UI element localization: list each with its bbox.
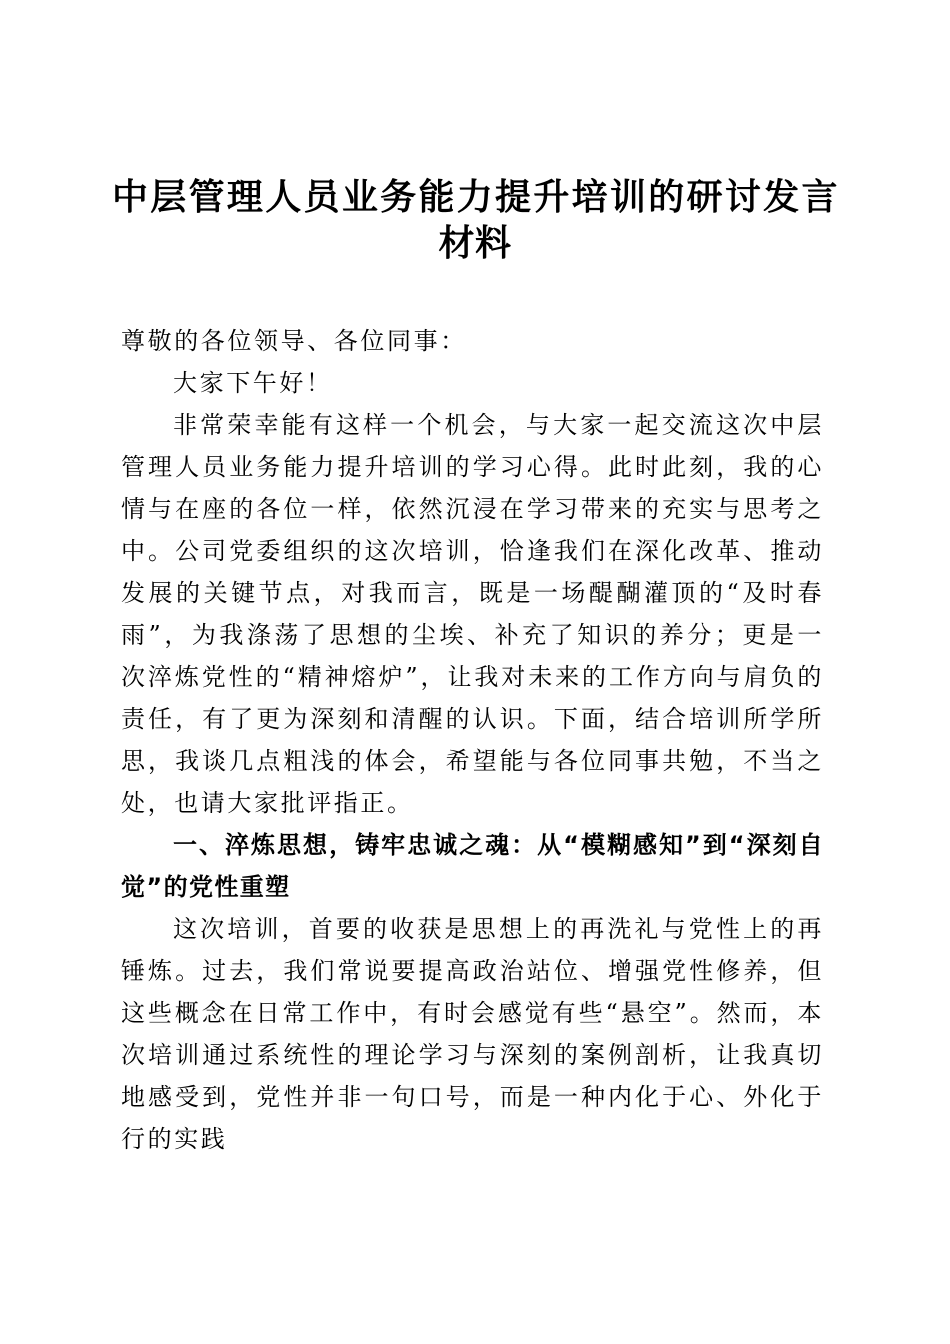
document-title: 中层管理人员业务能力提升培训的研讨发言材料: [112, 176, 838, 264]
greeting: 大家下午好！: [173, 369, 333, 397]
salutation: 尊敬的各位领导、各位同事：: [121, 327, 467, 355]
intro-paragraph: 非常荣幸能有这样一个机会，与大家一起交流这次中层管理人员业务能力提升培训的学习心得。此时此刻，我的心情与在座的各位一样，依然沉浸在学习带来的充实与思考之中。公司党委组织的这次培训，恰逢我们在深化改革、推动发展的关键节点，对我而言，既是一场醍醐灌顶的“及时春雨”，为我涤荡了思想的尘埃、补充了知识的养分；更是一次淬炼党性的“精神熔炉”，让我对未来的工作方向与肩负的责任，有了更为深刻和清醒的认识。下面，结合培训所学所思，我谈几点粗浅的体会，希望能与各位同事共勉，不当之处，也请大家批评指正。: [121, 411, 824, 817]
section-paragraph: 这次培训，首要的收获是思想上的再洗礼与党性上的再锤炼。过去，我们常说要提高政治站位、增强党性修养，但这些概念在日常工作中，有时会感觉有些“悬空”。然而，本次培训通过系统性的理论学习与深刻的案例剖析，让我真切地感受到，党性并非一句口号，而是一种内化于心、外化于行的实践: [121, 915, 824, 1153]
document-body: [121, 320, 824, 1160]
section-heading: 一、淬炼思想，铸牢忠诚之魂：从“模糊感知”到“深刻自觉”的党性重塑: [121, 831, 824, 901]
